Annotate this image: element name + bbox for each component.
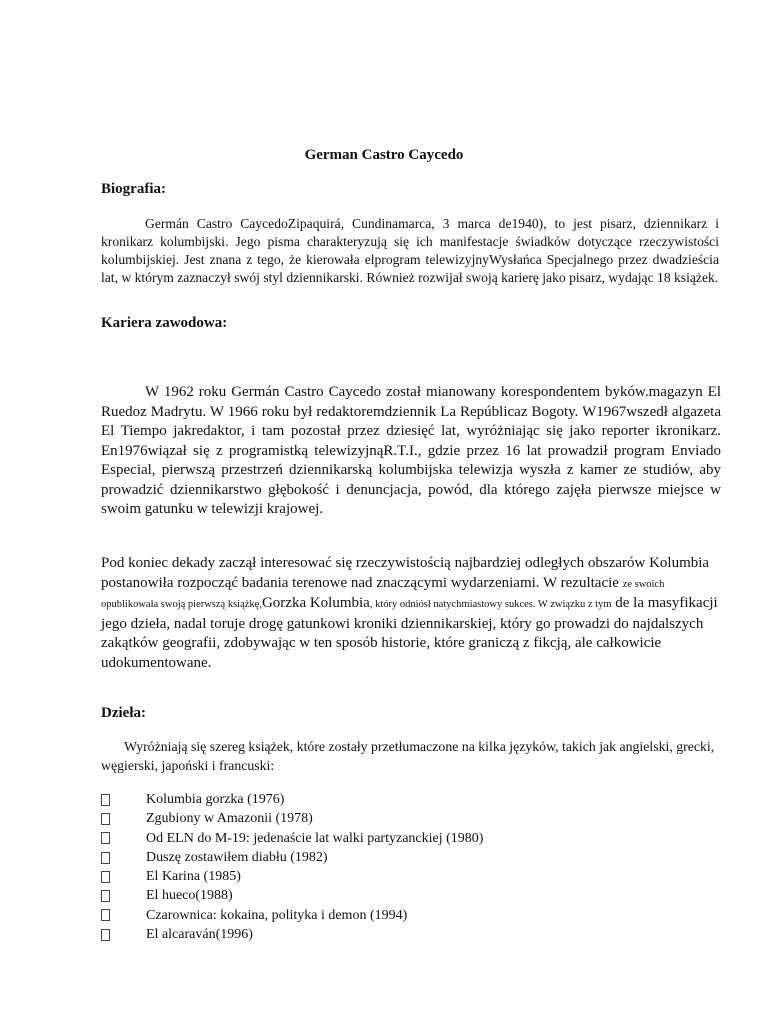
career-heading: Kariera zawodowa:	[101, 315, 228, 331]
bullet-box-icon	[101, 890, 110, 902]
bullet-box-icon	[101, 813, 110, 825]
list-item	[101, 829, 483, 848]
biography-text: Germán Castro CaycedoZipaquirá, Cundinamarca, 3 marca de1940), to jest pisarz, dziennikarz i kronikarz kolumbijski. Jego pisma charakteryzują się ich manifestacje świadków dotyczące rzeczywistości kolumbijskiej. Jest znana z tego, że kierowała elprogram telewizyjnyWysłańca Specjalnego przez dwadzieścia lat, w którym zaznaczył swój styl dziennikarski. Również rozwijał swoją karierę jako pisarz, wydając 18 książek.	[101, 216, 719, 285]
career-paragraph-2	[101, 554, 721, 673]
works-heading: Dzieła:	[101, 705, 146, 721]
works-intro	[101, 737, 721, 775]
career-text-2b: de la masyfikacji jego dzieła, nadal toruje drogę gatunkowi kroniki dziennikarskiej, który go prowadzi do najdalszych zakątków geografii, zdobywając w ten sposób historie, które graniczą z fikcją, ale całkowicie udokumentowane.	[101, 595, 718, 671]
bullet-box-icon	[101, 929, 110, 941]
list-item	[101, 790, 483, 809]
list-item	[101, 886, 483, 905]
work-title: Od ELN do M-19: jedenaście lat walki partyzanckiej (1980)	[146, 830, 484, 846]
career-text-2-small2: , który odniósł natychmiastowy sukces. W związku z tym	[369, 599, 612, 610]
work-title: El alcaraván(1996)	[146, 927, 253, 943]
career-paragraph-1	[101, 383, 721, 520]
book-title-gorzka-kolumbia: Gorzka Kolumbia	[261, 595, 370, 611]
bullet-box-icon	[101, 794, 110, 806]
work-title: El Karina (1985)	[146, 869, 241, 885]
list-item	[101, 925, 483, 944]
work-title: Duszę zostawiłem diabłu (1982)	[146, 849, 328, 865]
list-item	[101, 848, 483, 867]
career-text-1: W 1962 roku Germán Castro Caycedo został mianowany korespondentem byków.magazyn El Ruedoz Madrytu. W 1966 roku był redaktoremdziennik La Repúblicaz Bogoty. W1967wszedł algazeta El Tiempo jakredaktor, i tam pozostał przez dziesięć lat, wyróżniając się jako reporter ikronikarz. En1976wiązał się z programistką telewizyjnąR.T.I., gdzie przez 16 lat prowadził program Enviado Especial, pierwszą przestrzeń dziennikarską kolumbijska telewizja wyszła z kamer ze studiów, aby prowadzić dziennikarstwo głębokość i denuncjacja, powód, dla którego zajęła pierwsze miejsce w swoim gatunku w telewizji krajowej.	[101, 384, 721, 517]
document-title: German Castro Caycedo	[304, 147, 464, 163]
work-title: Czarownica: kokaina, polityka i demon (1994)	[146, 907, 408, 923]
bullet-box-icon	[101, 909, 110, 921]
work-title: Zgubiony w Amazonii (1978)	[146, 811, 313, 827]
bullet-box-icon	[101, 832, 110, 844]
list-item	[101, 906, 483, 925]
bullet-box-icon	[101, 871, 110, 883]
works-list	[101, 790, 483, 944]
bullet-box-icon	[101, 852, 110, 864]
biography-heading: Biografia:	[101, 181, 166, 197]
work-title: El hueco(1988)	[146, 888, 233, 904]
list-item	[101, 867, 483, 886]
list-item	[101, 809, 483, 828]
biography-paragraph	[101, 215, 719, 287]
work-title: Kolumbia gorzka (1976)	[146, 792, 285, 807]
works-intro-text: Wyróżniają się szereg książek, które zostały przetłumaczone na kilka języków, takich jak angielski, grecki, węgierski, japoński i francuski:	[101, 739, 715, 773]
career-text-2-small1: ze swoich opublikowała swoją pierwszą książkę,	[101, 578, 665, 610]
career-text-2a: Pod koniec dekady zaczął interesować się rzeczywistością najbardziej odległych obszarów Kolumbia postanowiła rozpocząć badania terenowe nad znaczącymi wydarzeniami. W rezultacie	[101, 555, 710, 591]
